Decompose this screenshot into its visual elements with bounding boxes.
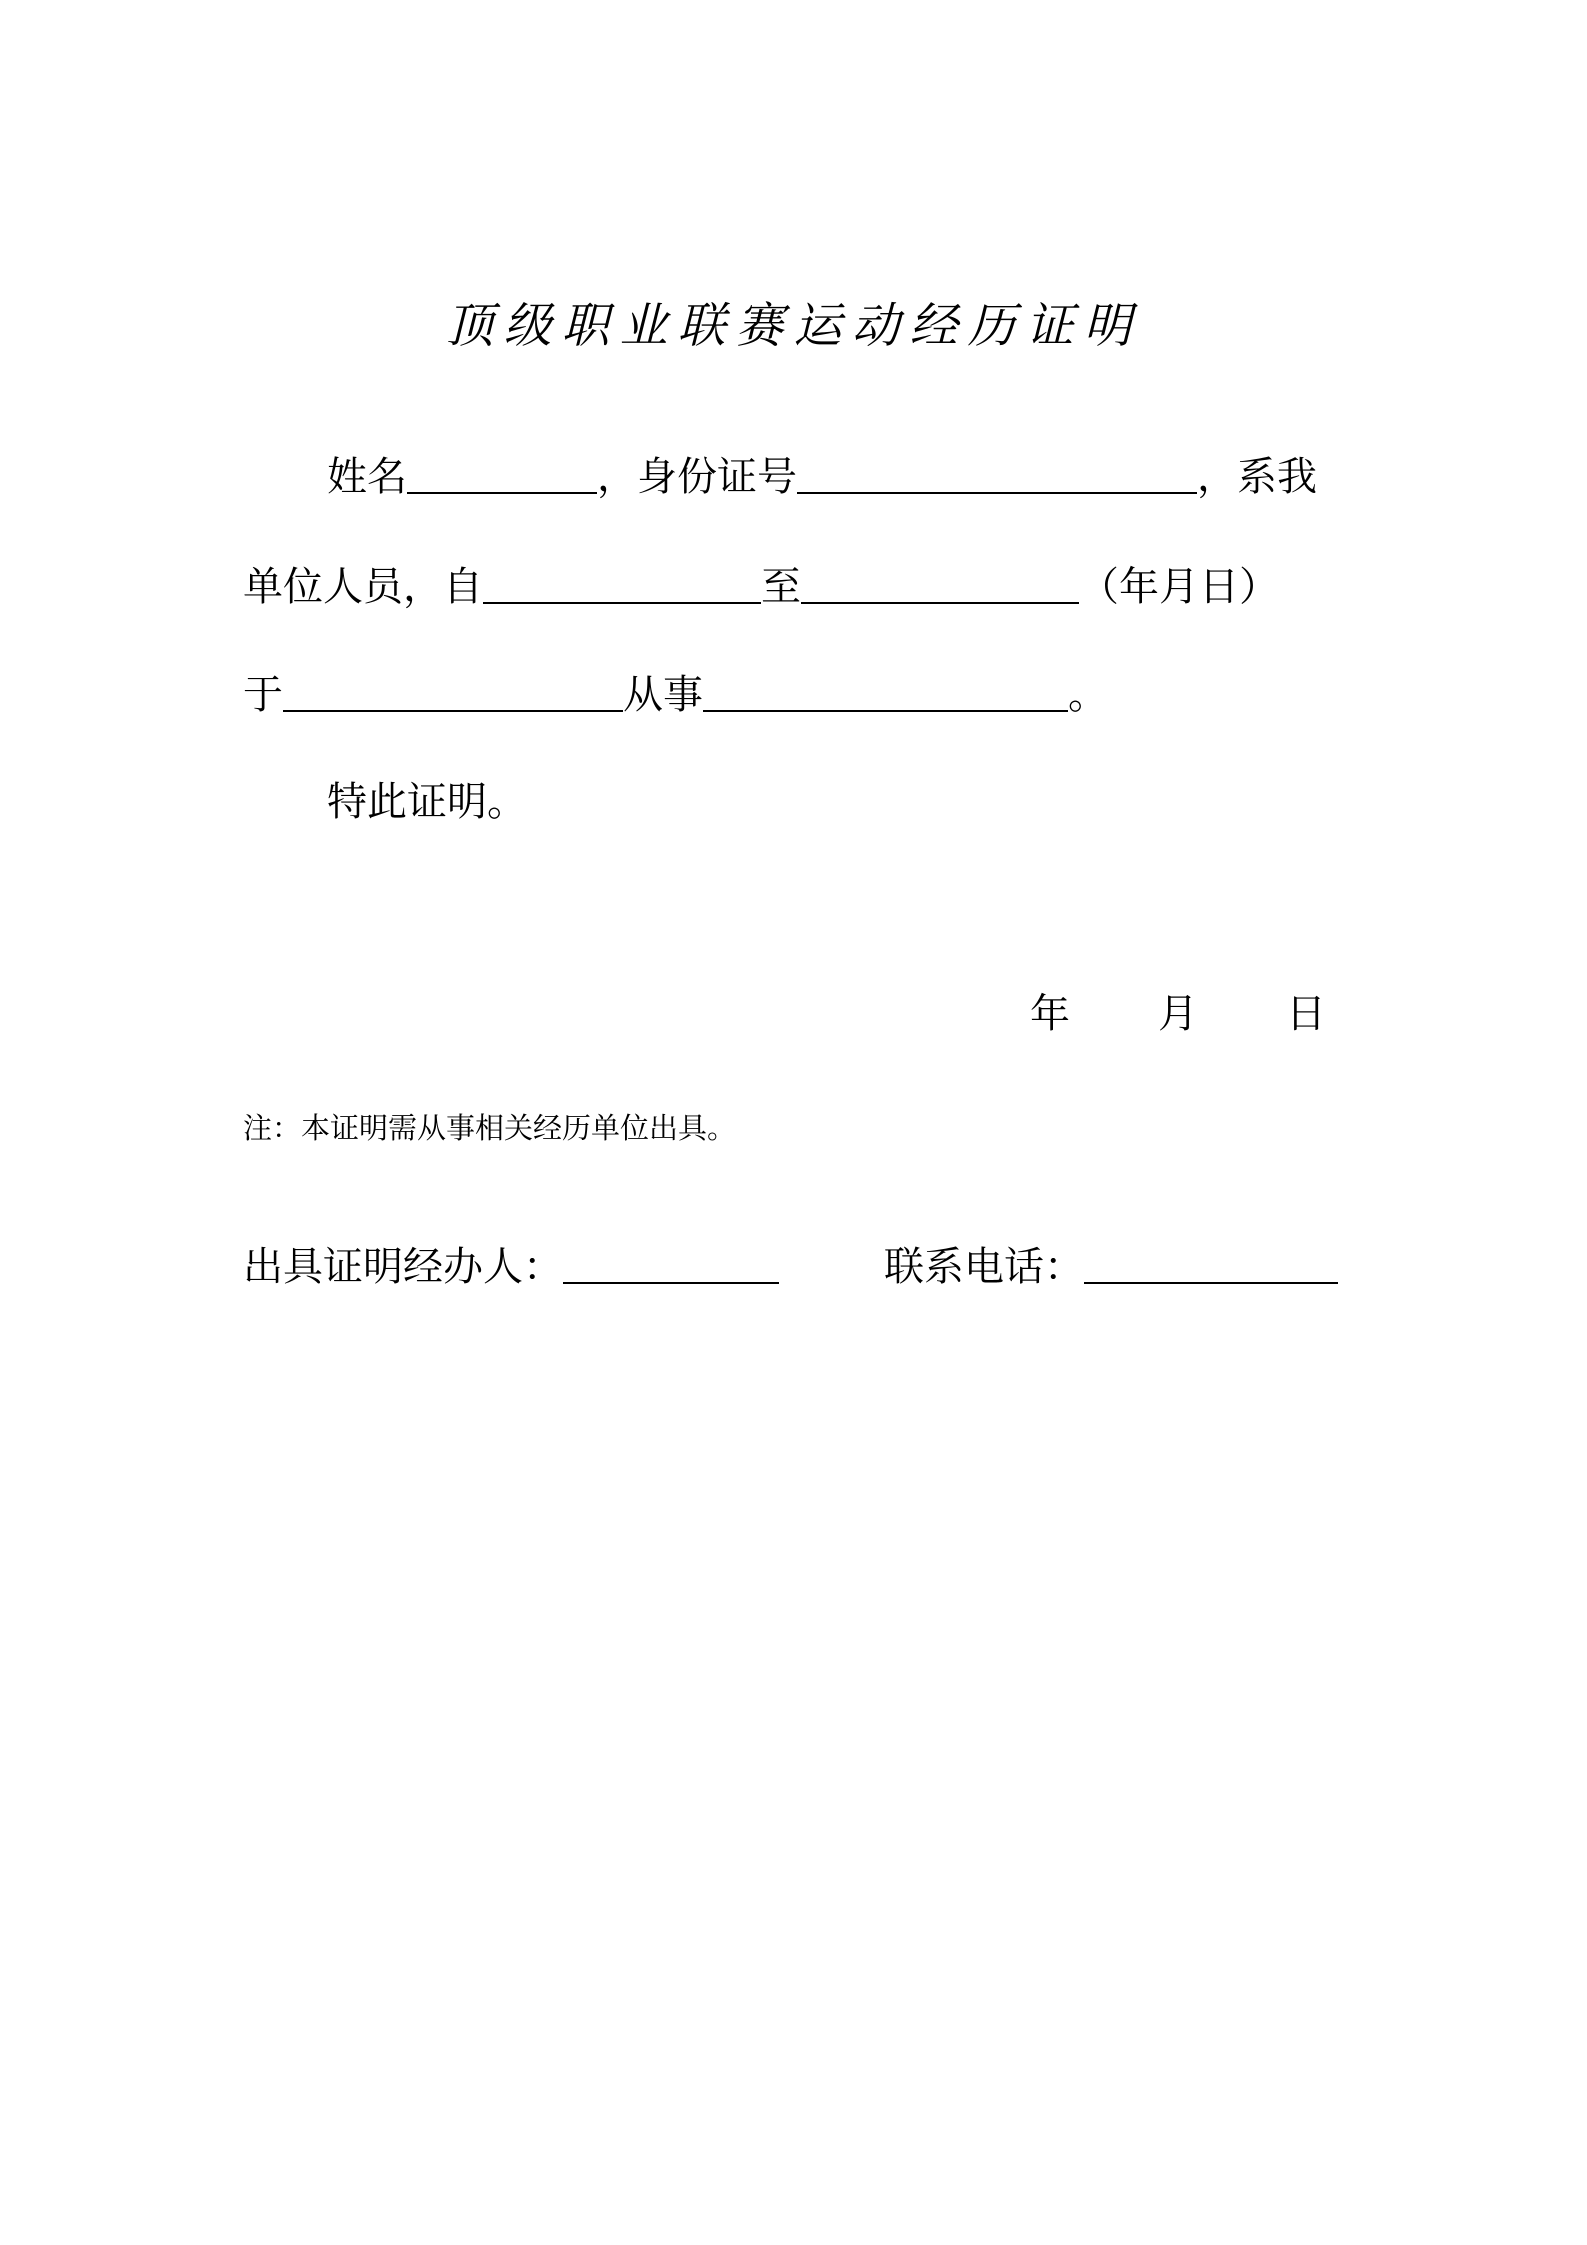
day-label: 日 <box>1286 991 1326 1037</box>
period-mark: 。 <box>1068 672 1108 718</box>
id-number-label: ，身份证号 <box>597 454 797 500</box>
id-number-field[interactable] <box>797 452 1197 494</box>
month-label: 月 <box>1158 991 1198 1037</box>
date-range-line <box>243 560 1279 614</box>
to-label: 至 <box>761 564 801 610</box>
name-label: 姓名 <box>327 454 407 500</box>
certify-line <box>327 775 527 829</box>
name-id-line <box>327 450 1317 504</box>
year-label: 年 <box>1030 991 1070 1037</box>
engagement-line <box>243 668 1108 722</box>
activity-field[interactable] <box>703 670 1068 712</box>
phone-label: 联系电话： <box>884 1244 1084 1290</box>
handler-label: 出具证明经办人： <box>243 1244 563 1290</box>
engaged-label: 从事 <box>623 672 703 718</box>
date-row <box>1030 987 1326 1041</box>
start-date-field[interactable] <box>483 562 761 604</box>
end-date-field[interactable] <box>801 562 1079 604</box>
certify-text: 特此证明。 <box>327 779 527 825</box>
handler-field[interactable] <box>563 1242 779 1284</box>
name-field[interactable] <box>407 452 597 494</box>
document-title: 顶级职业联赛运动经历证明 <box>445 298 1142 354</box>
date-format-hint: （年月日） <box>1079 564 1279 610</box>
phone-field[interactable] <box>1084 1242 1338 1284</box>
at-label: 于 <box>243 672 283 718</box>
from-label: 单位人员，自 <box>243 564 483 610</box>
note-text: 注：本证明需从事相关经历单位出具。 <box>243 1111 737 1145</box>
phone-line <box>884 1240 1338 1294</box>
organization-field[interactable] <box>283 670 623 712</box>
affiliation-text: ，系我 <box>1197 454 1317 500</box>
handler-line <box>243 1240 779 1294</box>
